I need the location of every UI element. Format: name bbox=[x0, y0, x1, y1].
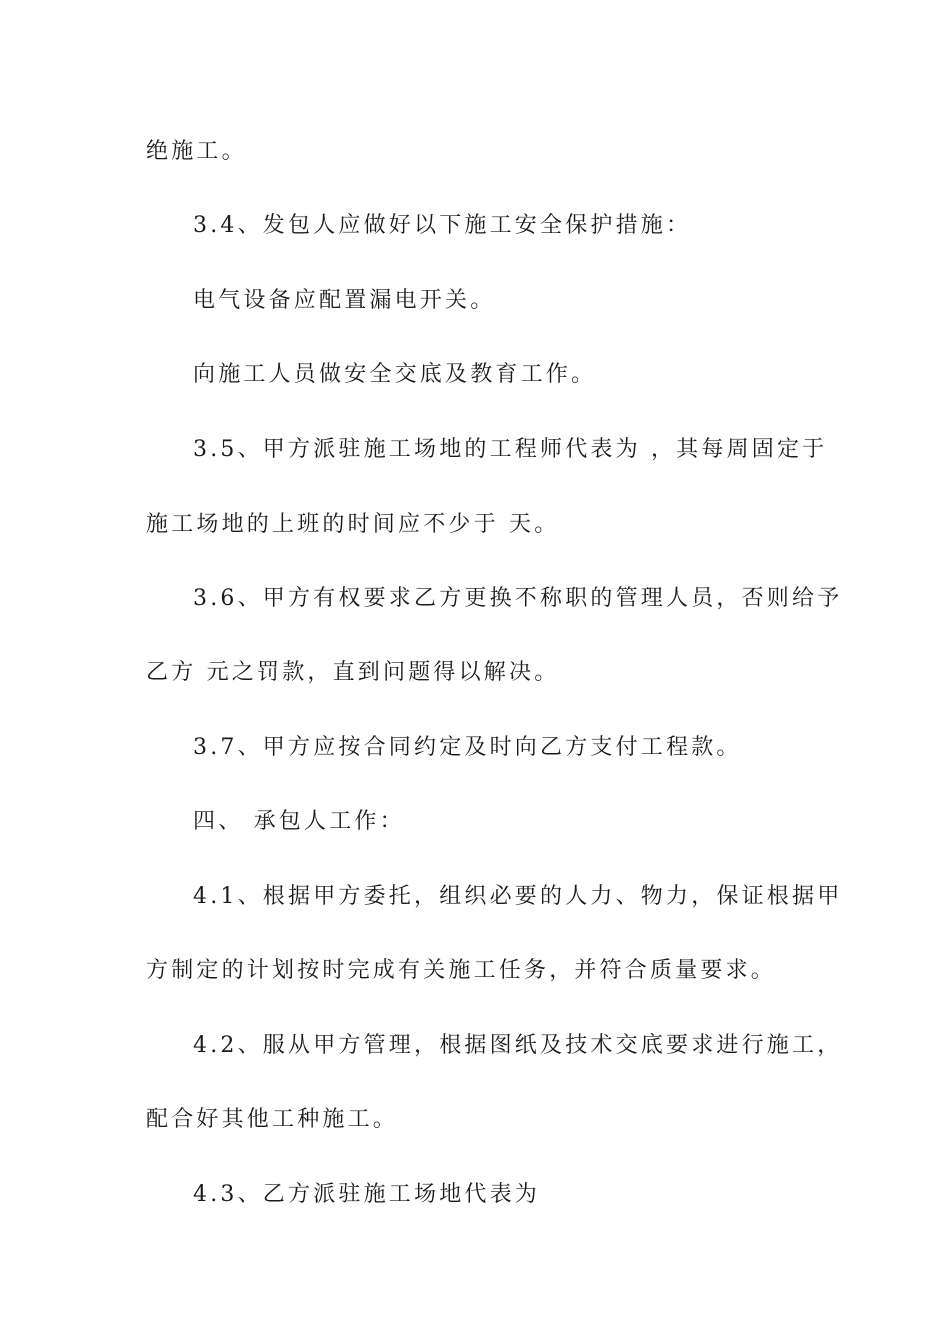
section-heading: 四、 承包人工作： bbox=[193, 809, 405, 834]
paragraph-line: 4.1、根据甲方委托，组织必要的人力、物力，保证根据甲 bbox=[193, 884, 843, 909]
paragraph-line: 3.5、甲方派驻施工场地的工程师代表为 ，其每周固定于 bbox=[193, 437, 828, 462]
paragraph-line: 配合好其他工种施工。 bbox=[146, 1107, 399, 1132]
paragraph-line: 4.3、乙方派驻施工场地代表为 bbox=[193, 1182, 540, 1207]
paragraph-line: 3.6、甲方有权要求乙方更换不称职的管理人员，否则给予 bbox=[193, 586, 843, 611]
paragraph-line: 向施工人员做安全交底及教育工作。 bbox=[193, 362, 597, 387]
paragraph-line: 绝施工。 bbox=[146, 139, 247, 164]
paragraph-line: 3.4、发包人应做好以下施工安全保护措施： bbox=[193, 213, 692, 238]
paragraph-line: 施工场地的上班的时间应不少于 天。 bbox=[146, 512, 560, 537]
paragraph-line: 电气设备应配置漏电开关。 bbox=[193, 288, 496, 313]
paragraph-line: 方制定的计划按时完成有关施工任务，并符合质量要求。 bbox=[146, 958, 777, 983]
paragraph-line: 3.7、甲方应按合同约定及时向乙方支付工程款。 bbox=[193, 735, 742, 760]
paragraph-line: 4.2、服从甲方管理，根据图纸及技术交底要求进行施工， bbox=[193, 1033, 843, 1058]
paragraph-line: 乙方 元之罚款，直到问题得以解决。 bbox=[146, 660, 560, 685]
